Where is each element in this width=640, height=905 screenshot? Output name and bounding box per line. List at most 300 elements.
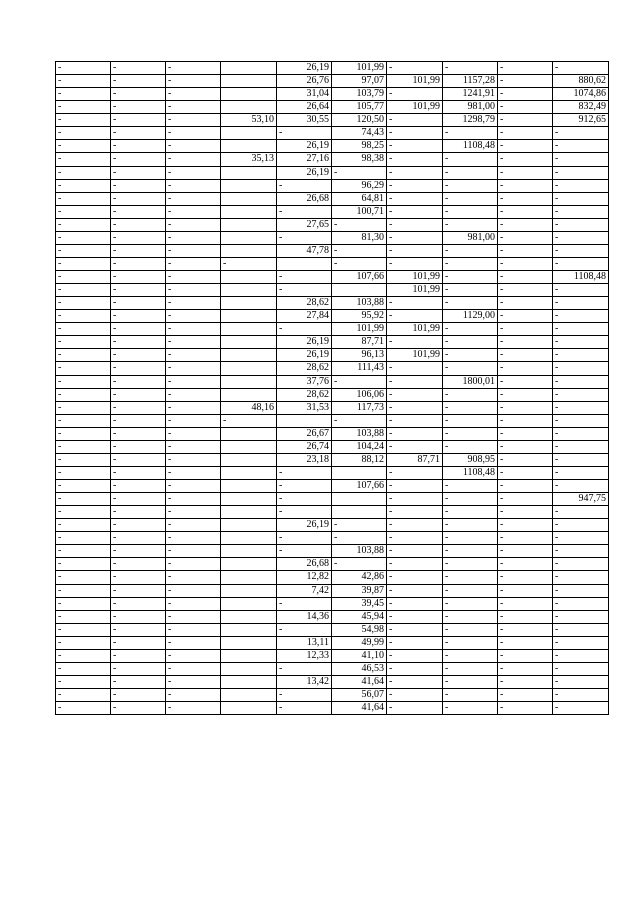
table-cell: - [387,179,443,192]
table-cell: - [387,62,443,75]
table-cell: - [387,336,443,349]
table-cell: - [553,205,609,218]
table-cell: - [111,153,166,166]
table-cell: - [332,218,387,231]
table-cell: - [56,88,111,101]
table-cell: - [277,493,332,506]
table-row [56,231,609,244]
table-cell: - [443,388,498,401]
table-cell: - [443,506,498,519]
table-cell: - [553,244,609,257]
table-cell: - [498,388,553,401]
table-cell: - [56,140,111,153]
table-cell: - [56,257,111,270]
table-row [56,166,609,179]
table-cell: - [498,558,553,571]
table-cell: - [443,336,498,349]
table-cell: - [387,506,443,519]
table-cell: - [498,349,553,362]
table-cell: - [498,88,553,101]
table-cell: - [166,662,221,675]
table-cell: - [56,205,111,218]
table-cell: - [277,532,332,545]
table-cell: - [111,114,166,127]
table-cell: - [111,88,166,101]
table-cell: 103,88 [332,427,387,440]
table-cell [221,244,277,257]
table-cell: 26,67 [277,427,332,440]
table-cell: - [387,88,443,101]
table-cell: - [443,218,498,231]
table-cell: 47,78 [277,244,332,257]
table-cell: - [277,480,332,493]
table-cell: - [553,127,609,140]
table-cell: - [498,101,553,114]
table-cell: - [56,192,111,205]
table-cell: - [166,323,221,336]
table-cell: 101,99 [332,62,387,75]
table-cell: 1074,86 [553,88,609,101]
table-cell: - [166,140,221,153]
table-cell: - [111,493,166,506]
table-cell: - [553,179,609,192]
table-row [56,493,609,506]
table-cell: - [387,649,443,662]
table-cell: - [277,231,332,244]
table-cell: 42,86 [332,571,387,584]
table-cell: - [56,297,111,310]
table-row [56,375,609,388]
table-row [56,453,609,466]
table-cell: - [553,140,609,153]
table-cell: 27,84 [277,310,332,323]
table-cell: - [111,401,166,414]
table-cell: - [387,310,443,323]
table-cell: 26,68 [277,192,332,205]
table-cell: - [332,532,387,545]
data-table [55,61,609,715]
table-cell: 1108,48 [443,466,498,479]
table-cell: - [56,153,111,166]
table-cell: - [166,649,221,662]
table-cell: 30,55 [277,114,332,127]
table-cell: - [553,388,609,401]
table-cell: 111,43 [332,362,387,375]
table-cell: - [56,414,111,427]
table-cell: - [498,506,553,519]
table-row [56,532,609,545]
table-cell: 26,19 [277,349,332,362]
table-cell: 1800,01 [443,375,498,388]
table-cell: - [277,284,332,297]
table-cell: - [387,584,443,597]
table-cell: - [111,689,166,702]
table-cell: - [111,558,166,571]
table-row [56,649,609,662]
table-cell: - [498,702,553,715]
table-cell: - [443,702,498,715]
table-cell: - [56,101,111,114]
table-cell: - [277,466,332,479]
table-cell: - [111,649,166,662]
table-cell: 105,77 [332,101,387,114]
table-cell: - [387,545,443,558]
table-cell: - [387,192,443,205]
table-cell: - [443,153,498,166]
table-cell: - [56,401,111,414]
table-cell: - [166,702,221,715]
table-cell: - [166,218,221,231]
table-cell [221,440,277,453]
table-cell: - [56,597,111,610]
table-cell: 98,25 [332,140,387,153]
table-cell: - [553,662,609,675]
table-cell: - [332,375,387,388]
table-cell: - [56,453,111,466]
table-cell: 53,10 [221,114,277,127]
table-cell: - [56,506,111,519]
table-cell: 87,71 [332,336,387,349]
table-cell: 1129,00 [443,310,498,323]
table-cell [221,192,277,205]
table-cell: - [56,62,111,75]
table-cell: - [277,127,332,140]
table-cell: - [166,610,221,623]
table-cell: - [111,75,166,88]
table-cell: - [111,466,166,479]
table-cell [332,284,387,297]
table-cell: - [56,231,111,244]
table-row [56,75,609,88]
table-cell: 27,65 [277,218,332,231]
table-cell: 107,66 [332,271,387,284]
table-cell: 81,30 [332,231,387,244]
table-cell: 28,62 [277,388,332,401]
table-cell: - [111,101,166,114]
table-cell: 39,87 [332,584,387,597]
table-cell: 26,19 [277,62,332,75]
table-cell: - [166,519,221,532]
table-cell [221,127,277,140]
table-cell: - [553,480,609,493]
table-cell: - [498,271,553,284]
table-cell: - [553,192,609,205]
table-cell: - [553,414,609,427]
table-cell: - [553,623,609,636]
table-cell: - [111,610,166,623]
table-cell: 26,76 [277,75,332,88]
table-cell: - [443,401,498,414]
table-cell: - [443,545,498,558]
table-cell: 1108,48 [553,271,609,284]
table-cell [221,623,277,636]
table-cell [221,140,277,153]
table-cell: 12,82 [277,571,332,584]
table-cell: 31,04 [277,88,332,101]
table-row [56,623,609,636]
table-cell: - [387,493,443,506]
table-cell: - [56,636,111,649]
table-cell: - [111,257,166,270]
table-cell [221,388,277,401]
table-cell: 41,64 [332,675,387,688]
table-cell: 26,19 [277,166,332,179]
table-cell: - [553,506,609,519]
table-row [56,388,609,401]
table-cell: - [387,689,443,702]
table-cell [221,179,277,192]
table-cell: - [553,584,609,597]
table-cell: 13,11 [277,636,332,649]
table-cell: - [498,689,553,702]
table-cell: 104,24 [332,440,387,453]
table-cell: - [387,375,443,388]
table-cell: 54,98 [332,623,387,636]
table-cell: - [56,623,111,636]
table-cell: 981,00 [443,101,498,114]
table-cell: - [443,179,498,192]
table-cell [221,506,277,519]
table-row [56,636,609,649]
table-cell: 49,99 [332,636,387,649]
table-cell: - [111,636,166,649]
table-cell: - [387,231,443,244]
table-cell: - [166,675,221,688]
table-cell: - [387,205,443,218]
table-cell [221,532,277,545]
table-cell: - [443,271,498,284]
table-cell: - [387,519,443,532]
table-cell: - [166,349,221,362]
table-cell: - [387,623,443,636]
table-cell: - [443,323,498,336]
table-row [56,414,609,427]
table-cell: - [553,62,609,75]
table-cell: - [166,636,221,649]
table-cell: - [387,610,443,623]
table-cell: - [277,323,332,336]
table-cell: - [498,153,553,166]
table-cell: - [443,558,498,571]
table-cell: - [166,453,221,466]
table-cell: - [56,179,111,192]
table-cell: - [166,127,221,140]
table-cell: - [387,466,443,479]
table-row [56,571,609,584]
table-row [56,401,609,414]
table-cell: - [277,205,332,218]
table-cell: - [498,62,553,75]
table-cell: - [111,427,166,440]
table-cell: - [111,584,166,597]
table-cell: - [56,271,111,284]
table-cell: - [498,244,553,257]
table-cell: - [166,153,221,166]
table-cell [221,519,277,532]
table-cell: - [56,532,111,545]
table-row [56,205,609,218]
table-cell: - [56,75,111,88]
table-cell: - [498,114,553,127]
table-cell: - [553,649,609,662]
table-cell: - [166,506,221,519]
table-cell: 832,49 [553,101,609,114]
table-row [56,440,609,453]
table-cell [221,493,277,506]
table-cell: 88,12 [332,453,387,466]
table-row [56,323,609,336]
table-cell: - [387,297,443,310]
table-cell: - [277,623,332,636]
table-cell: - [111,545,166,558]
table-cell: 97,07 [332,75,387,88]
table-cell: 103,88 [332,545,387,558]
table-cell: - [166,558,221,571]
table-cell: 26,68 [277,558,332,571]
table-cell: - [443,610,498,623]
table-row [56,545,609,558]
table-cell: - [387,702,443,715]
table-cell: - [498,336,553,349]
table-cell [221,75,277,88]
table-cell: - [387,114,443,127]
table-cell [221,310,277,323]
table-cell [221,62,277,75]
table-cell: 87,71 [387,453,443,466]
table-cell: - [387,675,443,688]
table-cell: - [387,166,443,179]
table-cell: 35,13 [221,153,277,166]
table-cell [221,336,277,349]
table-cell: - [111,271,166,284]
table-cell: 95,92 [332,310,387,323]
table-cell: - [553,401,609,414]
table-cell: - [387,571,443,584]
table-row [56,310,609,323]
table-cell: - [166,75,221,88]
table-cell: 103,88 [332,297,387,310]
table-cell [221,323,277,336]
table-cell: - [553,440,609,453]
table-cell: - [498,597,553,610]
table-cell: - [111,140,166,153]
table-cell: - [166,414,221,427]
table-cell: - [166,192,221,205]
table-cell [221,689,277,702]
table-cell: - [553,231,609,244]
table-cell [221,362,277,375]
table-cell: - [443,244,498,257]
table-cell: - [166,284,221,297]
table-cell: - [56,493,111,506]
table-cell: - [56,662,111,675]
table-cell: - [443,127,498,140]
table-cell [221,218,277,231]
table-cell: - [443,636,498,649]
table-cell: - [111,362,166,375]
table-cell: - [56,284,111,297]
table-cell: - [166,205,221,218]
table-cell: - [387,388,443,401]
table-cell: 101,99 [387,323,443,336]
table-cell: - [443,493,498,506]
table-cell: - [443,297,498,310]
table-cell: 947,75 [553,493,609,506]
table-cell: 12,33 [277,649,332,662]
table-cell: - [56,336,111,349]
table-cell: - [111,218,166,231]
table-cell: - [498,231,553,244]
table-cell: - [498,545,553,558]
table-cell: - [111,323,166,336]
table-cell: - [56,558,111,571]
table-cell: - [111,414,166,427]
table-cell: - [387,414,443,427]
table-cell: 14,36 [277,610,332,623]
table-cell: 1298,79 [443,114,498,127]
table-cell: 48,16 [221,401,277,414]
table-cell: - [553,545,609,558]
table-cell: - [443,257,498,270]
table-row [56,101,609,114]
table-cell: - [166,480,221,493]
table-cell: - [553,689,609,702]
table-cell: - [387,480,443,493]
table-cell: - [553,453,609,466]
table-cell [221,466,277,479]
table-cell: - [498,466,553,479]
table-cell: 45,94 [332,610,387,623]
table-cell: - [387,153,443,166]
table-cell: 117,73 [332,401,387,414]
table-cell: - [443,532,498,545]
table-cell: - [553,336,609,349]
table-cell: - [387,440,443,453]
table-cell: 26,19 [277,519,332,532]
table-row [56,179,609,192]
table-cell: - [498,401,553,414]
table-row [56,336,609,349]
table-cell: - [387,401,443,414]
table-cell: 101,99 [387,75,443,88]
table-row [56,218,609,231]
table-cell: - [277,689,332,702]
table-cell: - [277,702,332,715]
table-cell: - [56,349,111,362]
table-cell: - [56,545,111,558]
table-cell: - [498,323,553,336]
table-cell: - [277,271,332,284]
table-cell: - [387,558,443,571]
table-cell: - [332,414,387,427]
table-cell: - [111,532,166,545]
table-cell: - [498,623,553,636]
table-cell: - [443,427,498,440]
table-cell: - [498,218,553,231]
table-cell [221,271,277,284]
table-cell: - [166,166,221,179]
table-cell: - [553,427,609,440]
table-cell [277,414,332,427]
table-cell: 26,19 [277,140,332,153]
table-cell: - [332,166,387,179]
table-cell: - [387,218,443,231]
table-cell: - [56,571,111,584]
table-row [56,284,609,297]
table-row [56,702,609,715]
table-cell: - [498,610,553,623]
table-cell: - [387,257,443,270]
